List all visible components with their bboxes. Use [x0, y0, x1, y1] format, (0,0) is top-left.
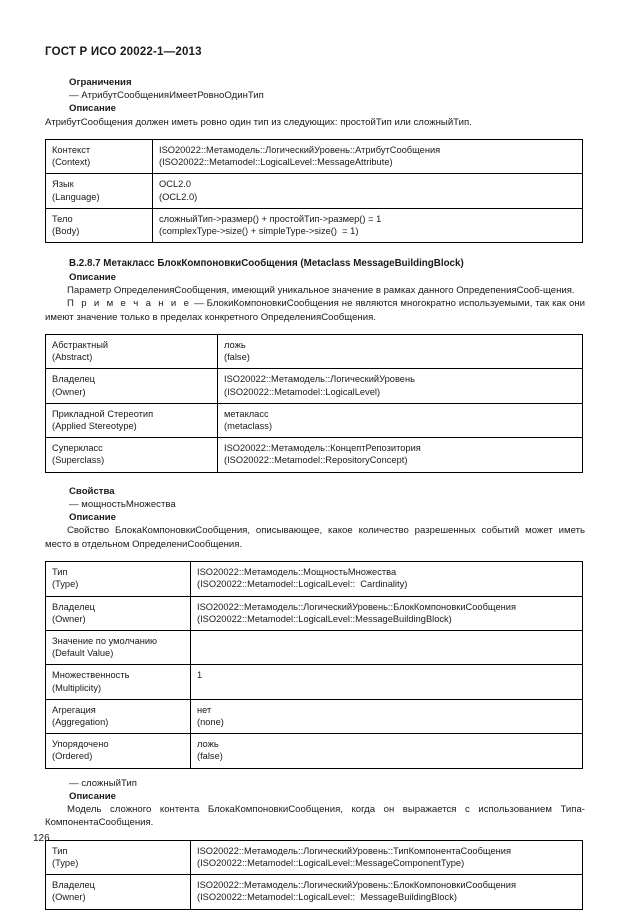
value-ru: ISO20022::Метамодель::ЛогическийУровень::БлокКомпоновкиСообщения	[197, 880, 517, 891]
table-cell-key	[46, 140, 153, 174]
key-en: (Default Value)	[52, 648, 114, 659]
table-row	[46, 369, 583, 403]
table-cell-key	[46, 875, 191, 909]
table-row	[46, 403, 583, 437]
table-cell-value	[191, 665, 583, 699]
key-ru: Значение по умолчанию	[52, 635, 158, 646]
value-en: (none)	[197, 716, 224, 727]
value-en: (ISO20022::Metamodel::LogicalLevel)	[224, 386, 381, 397]
value-en: (ISO20022::Metamodel::LogicalLevel::MessageBuildingBlock)	[197, 613, 452, 624]
metaclass-table	[45, 334, 583, 473]
value-en: (ISO20022::Metamodel::LogicalLevel:: MessageBuildingBlock)	[197, 892, 457, 903]
description-heading-cardinality: Описание	[69, 512, 116, 524]
table-cell-key	[46, 335, 218, 369]
value-en: (ISO20022::Metamodel::LogicalLevel::MessageAttribute)	[159, 157, 393, 168]
table-row	[46, 208, 583, 242]
table-row	[46, 174, 583, 208]
table-row	[46, 562, 583, 596]
key-en: (Context)	[52, 157, 91, 168]
value-ru: метакласс	[224, 408, 269, 419]
document-body	[45, 76, 585, 910]
key-ru: Упорядочено	[52, 739, 109, 750]
value-en: (metaclass)	[224, 421, 273, 432]
table-row	[46, 335, 583, 369]
table-cell-key	[46, 562, 191, 596]
key-en: (Language)	[52, 191, 100, 202]
value-ru: ISO20022::Метамодель::КонцептРепозитория	[224, 443, 421, 454]
table-cell-key	[46, 438, 218, 472]
cardinality-property-table	[45, 561, 583, 768]
value-ru: ISO20022::Метамодель::ЛогическийУровень	[224, 374, 415, 385]
page-number: 126	[33, 833, 50, 844]
key-ru: Владелец	[52, 880, 96, 891]
key-ru: Тело	[52, 213, 73, 224]
table-cell-value	[153, 174, 583, 208]
key-en: (Aggregation)	[52, 716, 109, 727]
table-row	[46, 665, 583, 699]
key-ru: Агрегация	[52, 704, 96, 715]
value-ru: ложь	[224, 340, 246, 351]
value-ru: нет	[197, 704, 212, 715]
properties-item-cardinality: — мощностьМножества	[69, 498, 176, 510]
description-heading-complextype: Описание	[69, 790, 116, 802]
value-en: (false)	[197, 751, 223, 762]
table-cell-key	[46, 208, 153, 242]
properties-heading: Свойства	[69, 485, 115, 497]
table-row	[46, 734, 583, 768]
description-text-complextype: Модель сложного контента БлокаКомпоновкиСообщения, когда он выражается с использованием Типа-КомпонентаСообщения.	[45, 803, 585, 829]
key-ru: Прикладной Стереотип	[52, 408, 154, 419]
table-row	[46, 140, 583, 174]
complextype-property-table	[45, 840, 583, 910]
key-ru: Абстрактный	[52, 340, 109, 351]
table-row	[46, 875, 583, 909]
table-cell-key	[46, 369, 218, 403]
table-cell-value	[191, 699, 583, 733]
value-en: (false)	[224, 352, 250, 363]
table-row	[46, 438, 583, 472]
value-en: (OCL2.0)	[159, 191, 198, 202]
table-cell-value	[153, 140, 583, 174]
key-en: (Type)	[52, 579, 79, 590]
key-en: (Multiplicity)	[52, 682, 102, 693]
key-ru: Язык	[52, 179, 74, 190]
value-ru: 1	[197, 670, 203, 681]
table-cell-value	[218, 438, 583, 472]
constraints-item: — АтрибутСообщенияИмеетРовноОдинТип	[69, 90, 264, 102]
table-cell-key	[46, 699, 191, 733]
key-ru: Множественность	[52, 670, 130, 681]
properties-item-complextype: — сложныйТип	[69, 777, 137, 789]
value-ru: ISO20022::Метамодель::ЛогическийУровень::БлокКомпоновкиСообщения	[197, 601, 517, 612]
table-cell-value	[191, 840, 583, 874]
description-heading-constraint: Описание	[69, 103, 116, 115]
section-heading-b287: В.2.8.7 Метакласс БлокКомпоновкиСообщения (Metaclass MessageBuildingBlock)	[69, 258, 464, 270]
key-ru: Тип	[52, 567, 68, 578]
table-cell-key	[46, 734, 191, 768]
value-ru: ISO20022::Метамодель::МощностьМножества	[197, 567, 397, 578]
value-ru: ISO20022::Метамодель::ЛогическийУровень::АтрибутСообщения	[159, 145, 441, 156]
table-cell-key	[46, 840, 191, 874]
key-ru: Контекст	[52, 145, 91, 156]
value-en: (ISO20022::Metamodel::RepositoryConcept)	[224, 455, 408, 466]
table-cell-value	[218, 403, 583, 437]
constraint-table	[45, 139, 583, 243]
key-ru: Суперкласс	[52, 443, 103, 454]
key-en: (Body)	[52, 226, 80, 237]
key-en: (Owner)	[52, 386, 86, 397]
note-paragraph	[45, 297, 585, 324]
constraints-heading: Ограничения	[69, 77, 132, 88]
value-ru: ложь	[197, 739, 219, 750]
table-cell-value	[191, 875, 583, 909]
table-cell-value	[191, 734, 583, 768]
key-ru: Тип	[52, 845, 68, 856]
key-en: (Owner)	[52, 892, 86, 903]
table-cell-value	[191, 562, 583, 596]
table-cell-key	[46, 665, 191, 699]
description-text-constraint: АтрибутСообщения должен иметь ровно один тип из следующих: простойТип или сложныйТип.	[45, 116, 472, 128]
description-heading-metaclass: Описание	[69, 271, 116, 283]
value-ru: сложныйТип->размер() + простойТип->размер() = 1	[159, 213, 382, 224]
table-cell-value	[218, 369, 583, 403]
table-cell-key	[46, 403, 218, 437]
key-en: (Ordered)	[52, 751, 93, 762]
table-cell-value	[218, 335, 583, 369]
value-en: (ISO20022::Metamodel::LogicalLevel:: Cardinality)	[197, 579, 408, 590]
key-en: (Owner)	[52, 613, 86, 624]
table-row	[46, 840, 583, 874]
description-text-cardinality: Свойство БлокаКомпоновкиСообщения, описывающее, какое количество разрешенных событий может иметь место в отдельном ОпределениСообщения.	[45, 525, 585, 550]
key-en: (Applied Stereotype)	[52, 421, 137, 432]
value-en: (complexType->size() + simpleType->size() = 1)	[159, 226, 359, 237]
table-row	[46, 630, 583, 664]
table-cell-key	[46, 630, 191, 664]
table-row	[46, 699, 583, 733]
table-row	[46, 596, 583, 630]
key-en: (Type)	[52, 857, 79, 868]
value-ru: OCL2.0	[159, 179, 192, 190]
description-text-metaclass: Параметр ОпределенияСообщения, имеющий уникальное значение в рамках данного ОпредепенияСооб-щения.	[67, 284, 575, 296]
note-label: П р и м е ч а н и е	[67, 298, 192, 310]
value-en: (ISO20022::Metamodel::LogicalLevel::MessageComponentType)	[197, 857, 465, 868]
key-ru: Владелец	[52, 374, 96, 385]
table-cell-key	[46, 174, 153, 208]
key-en: (Abstract)	[52, 352, 93, 363]
value-ru: ISO20022::Метамодель::ЛогическийУровень::ТипКомпонентаСообщения	[197, 845, 511, 856]
table-cell-value	[191, 596, 583, 630]
document-header-standard-number: ГОСТ Р ИСО 20022-1—2013	[45, 46, 202, 58]
key-en: (Superclass)	[52, 455, 105, 466]
table-cell-value	[191, 630, 583, 664]
table-cell-value	[153, 208, 583, 242]
note-text: — БлокиКомпоновкиСообщения не являются многократно используемыми, так как они имеют значение только в пределах конкретного ОпределенияСообщения.	[45, 298, 585, 323]
table-cell-key	[46, 596, 191, 630]
key-ru: Владелец	[52, 601, 96, 612]
